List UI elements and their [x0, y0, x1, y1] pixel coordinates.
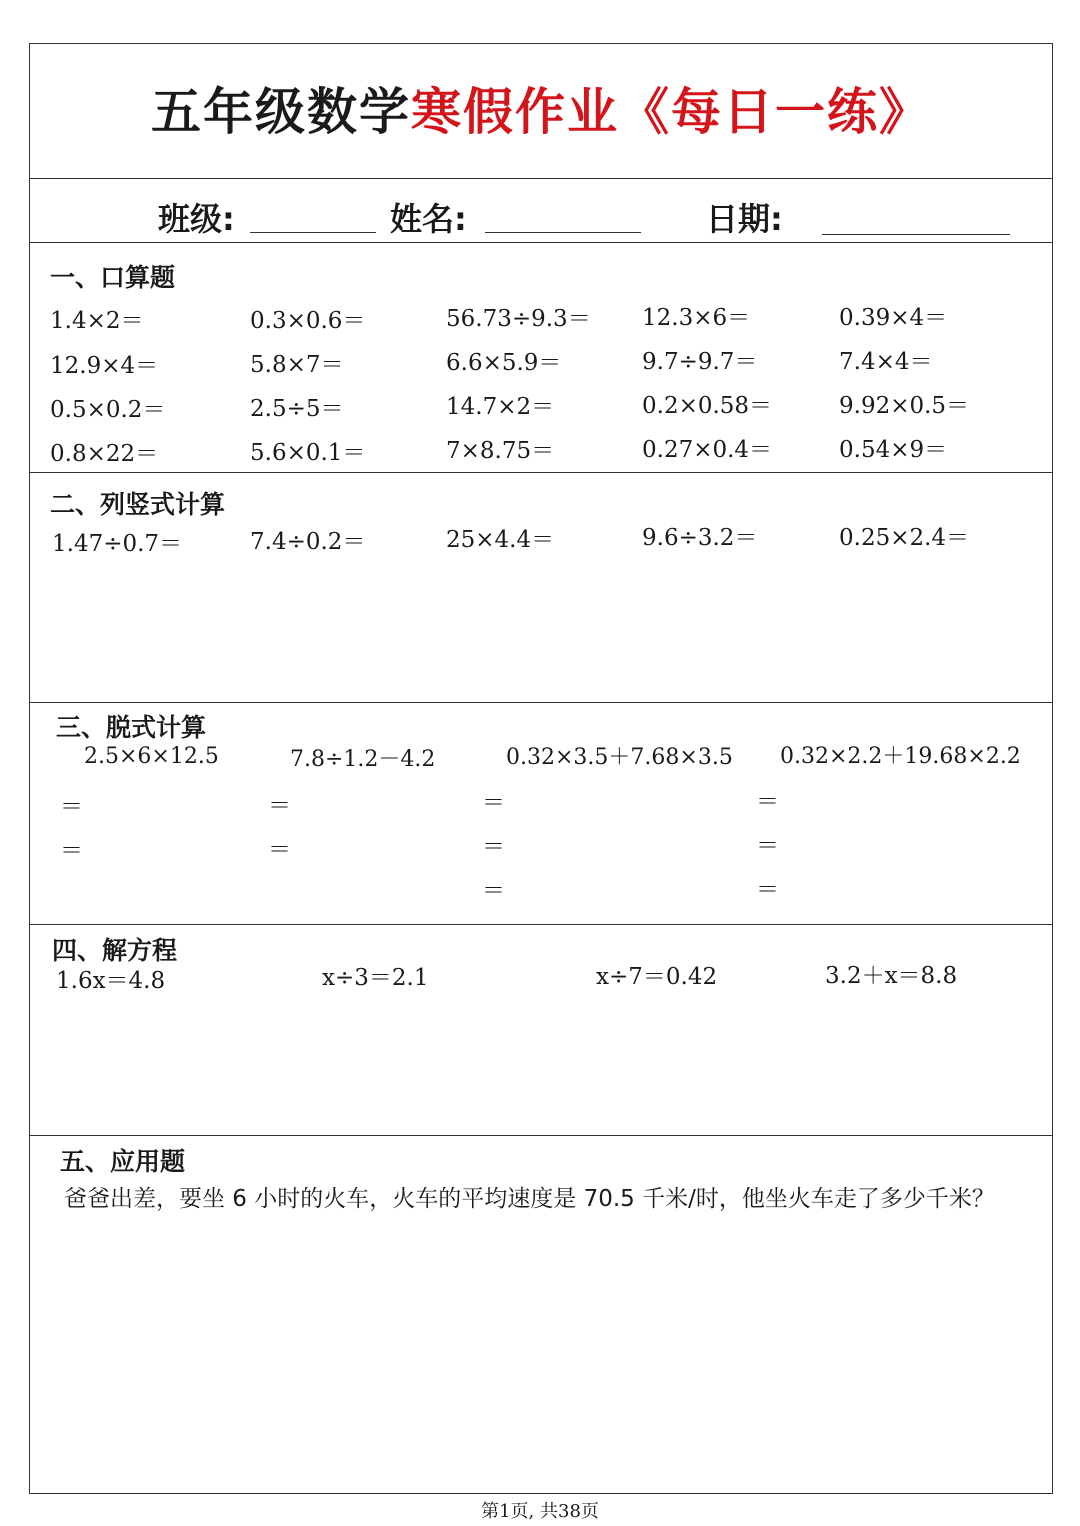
oral-question: 0.27×0.4＝ [642, 437, 773, 463]
equation-question: x÷3＝2.1 [322, 965, 429, 991]
page-footer: 第1页, 共38页 [481, 1501, 599, 1522]
vertical-question: 0.25×2.4＝ [839, 525, 970, 551]
oral-question: 0.8×22＝ [50, 441, 159, 467]
word-problem-text: 爸爸出差，要坐 6 小时的火车，火车的平均速度是 70.5 千米/时，他坐火车走了多少千米？ [64, 1186, 995, 1212]
worksheet-frame [29, 43, 1053, 1494]
oral-question: 7×8.75＝ [446, 438, 555, 464]
oral-question: 0.2×0.58＝ [642, 393, 773, 419]
stepwise-question: 2.5×6×12.5 [84, 744, 219, 769]
oral-question: 0.5×0.2＝ [50, 397, 166, 423]
divider [30, 1135, 1052, 1136]
equals-sign: ＝ [482, 878, 505, 904]
section-heading-stepwise: 三、脱式计算 [56, 713, 207, 742]
stepwise-question: 7.8÷1.2－4.2 [290, 747, 436, 772]
equation-question: 3.2＋x＝8.8 [825, 963, 958, 989]
equals-sign: ＝ [756, 833, 779, 859]
name-field[interactable] [485, 232, 641, 233]
vertical-question: 1.47÷0.7＝ [52, 531, 183, 557]
divider [30, 178, 1052, 179]
section-heading-vertical: 二、列竖式计算 [50, 490, 226, 519]
vertical-question: 25×4.4＝ [446, 527, 555, 553]
section-heading-equations: 四、解方程 [52, 936, 178, 965]
class-label: 班级: [158, 200, 235, 238]
section-heading-word: 五、应用题 [60, 1147, 186, 1176]
oral-question: 56.73÷9.3＝ [446, 306, 591, 332]
equals-sign: ＝ [60, 794, 83, 820]
oral-question: 14.7×2＝ [446, 394, 555, 420]
equals-sign: ＝ [482, 790, 505, 816]
class-field[interactable] [250, 232, 376, 233]
equals-sign: ＝ [268, 793, 291, 819]
stepwise-question: 0.32×2.2＋19.68×2.2 [780, 744, 1021, 769]
name-label: 姓名: [390, 200, 467, 238]
divider [30, 702, 1052, 703]
equals-sign: ＝ [268, 837, 291, 863]
oral-question: 5.6×0.1＝ [250, 440, 366, 466]
equation-question: 1.6x＝4.8 [56, 968, 166, 994]
oral-question: 12.9×4＝ [50, 353, 159, 379]
date-field[interactable] [822, 234, 1010, 235]
oral-question: 9.7÷9.7＝ [642, 349, 758, 375]
divider [30, 924, 1052, 925]
equals-sign: ＝ [482, 834, 505, 860]
oral-question: 1.4×2＝ [50, 308, 144, 334]
oral-question: 12.3×6＝ [642, 305, 751, 331]
oral-question: 6.6×5.9＝ [446, 350, 562, 376]
title-red: 寒假作业《每日一练》 [411, 83, 931, 141]
stepwise-question: 0.32×3.5＋7.68×3.5 [506, 745, 733, 770]
worksheet-title [30, 72, 1052, 144]
equals-sign: ＝ [756, 789, 779, 815]
oral-question: 5.8×7＝ [250, 352, 344, 378]
title-black: 五年级数学 [151, 83, 411, 141]
oral-question: 0.54×9＝ [839, 437, 948, 463]
vertical-question: 9.6÷3.2＝ [642, 525, 758, 551]
oral-question: 7.4×4＝ [839, 349, 933, 375]
divider [30, 472, 1052, 473]
equals-sign: ＝ [756, 877, 779, 903]
divider [30, 242, 1052, 243]
equation-question: x÷7＝0.42 [596, 964, 718, 990]
oral-question: 2.5÷5＝ [250, 396, 344, 422]
oral-question: 0.39×4＝ [839, 305, 948, 331]
section-heading-oral: 一、口算题 [50, 263, 176, 292]
oral-question: 9.92×0.5＝ [839, 393, 970, 419]
date-label: 日期: [706, 200, 783, 238]
vertical-question: 7.4÷0.2＝ [250, 529, 366, 555]
equals-sign: ＝ [60, 838, 83, 864]
oral-question: 0.3×0.6＝ [250, 308, 366, 334]
